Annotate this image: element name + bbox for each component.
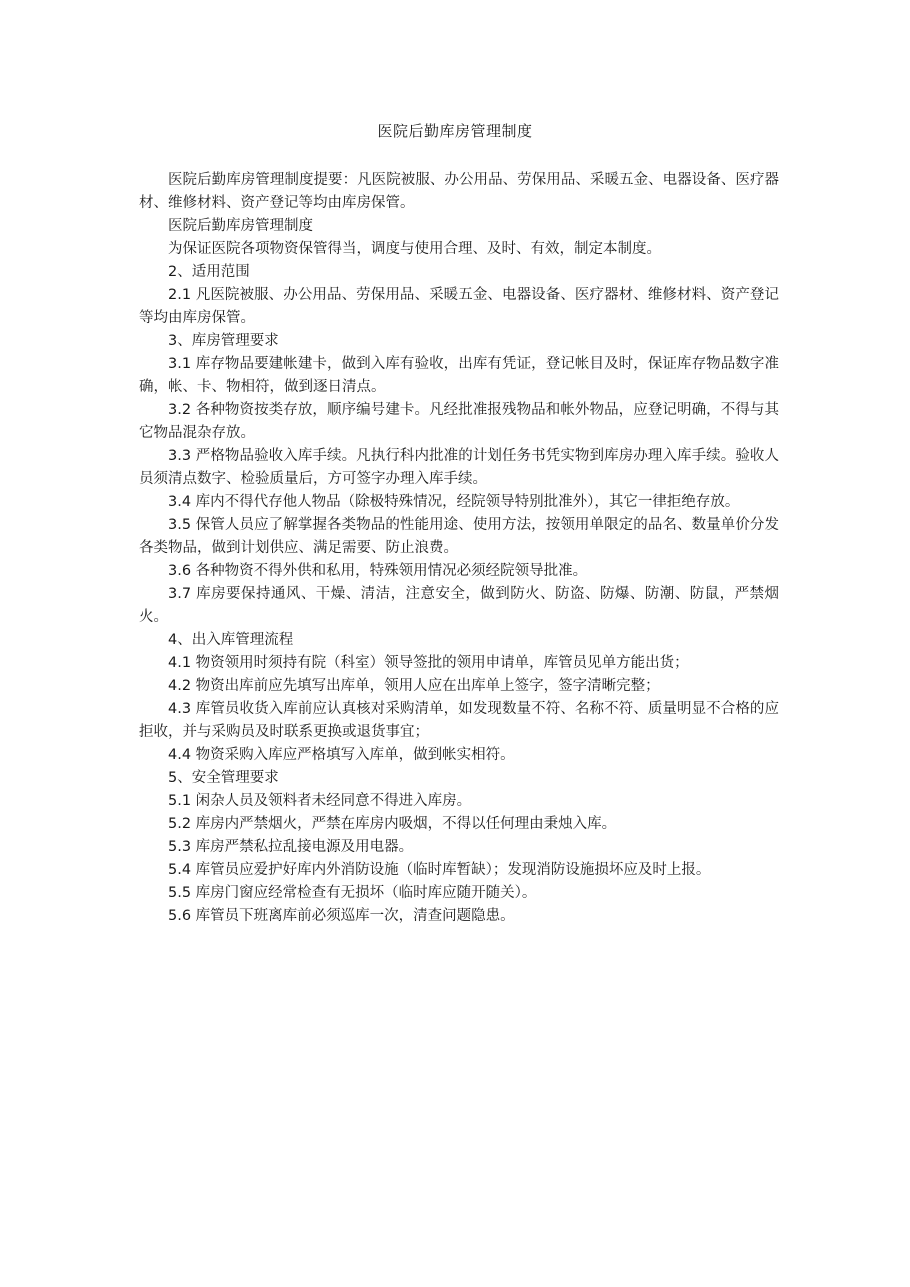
- paragraph-3-2: 3.2 各种物资按类存放，顺序编号建卡。凡经批准报残物品和帐外物品，应登记明确，不得与其它物品混杂存放。: [139, 402, 779, 441]
- paragraph-4-1: 4.1 物资领用时须持有院（科室）领导签批的领用申请单，库管员见单方能出货；: [168, 655, 689, 671]
- document-title: 医院后勤库房管理制度: [377, 122, 533, 140]
- paragraph-3-5: 3.5 保管人员应了解掌握各类物品的性能用途、使用方法，按领用单限定的品名、数量单价分发各类物品，做到计划供应、满足需要、防止浪费。: [139, 517, 779, 556]
- paragraph-3-1: 3.1 库存物品要建帐建卡，做到入库有验收，出库有凭证，登记帐目及时，保证库存物品数字准确，帐、卡、物相符，做到逐日清点。: [139, 356, 779, 395]
- section-heading-3: 3、库房管理要求: [168, 333, 279, 349]
- paragraph-2-1: 2.1 凡医院被服、办公用品、劳保用品、采暖五金、电器设备、医疗器材、维修材料、资产登记等均由库房保管。: [139, 287, 779, 326]
- paragraph-5-6: 5.6 库管员下班离库前必须巡库一次，清查问题隐患。: [168, 908, 515, 924]
- section-heading-2: 2、适用范围: [168, 264, 250, 280]
- paragraph-5-1: 5.1 闲杂人员及领料者未经同意不得进入库房。: [168, 793, 472, 809]
- paragraph-5-2: 5.2 库房内严禁烟火，严禁在库房内吸烟，不得以任何理由秉烛入库。: [168, 816, 617, 832]
- paragraph-4-2: 4.2 物资出库前应先填写出库单，领用人应在出库单上签字，签字清晰完整；: [168, 678, 660, 694]
- paragraph-3-7: 3.7 库房要保持通风、干燥、清洁，注意安全，做到防火、防盗、防爆、防潮、防鼠，严禁烟火。: [139, 586, 779, 625]
- document-body: [139, 169, 779, 928]
- paragraph-5-4: 5.4 库管员应爱护好库内外消防设施（临时库暂缺）；发现消防设施损坏应及时上报。: [168, 862, 711, 878]
- paragraph-3-6: 3.6 各种物资不得外供和私用，特殊领用情况必须经院领导批准。: [168, 563, 588, 579]
- paragraph-3-4: 3.4 库内不得代存他人物品（除极特殊情况，经院领导特别批准外），其它一律拒绝存放。: [168, 494, 740, 510]
- paragraph-5-3: 5.3 库房严禁私拉乱接电源及用电器。: [168, 839, 414, 855]
- section-heading-4: 4、出入库管理流程: [168, 632, 294, 648]
- paragraph-purpose: 为保证医院各项物资保管得当，调度与使用合理、及时、有效，制定本制度。: [168, 241, 661, 257]
- paragraph-summary: 医院后勤库房管理制度提要：凡医院被服、办公用品、劳保用品、采暖五金、电器设备、医疗器材、维修材料、资产登记等均由库房保管。: [139, 172, 779, 211]
- paragraph-4-3: 4.3 库管员收货入库前应认真核对采购清单，如发现数量不符、名称不符、质量明显不合格的应拒收，并与采购员及时联系更换或退货事宜；: [139, 701, 779, 740]
- paragraph-4-4: 4.4 物资采购入库应严格填写入库单，做到帐实相符。: [168, 747, 515, 763]
- paragraph-subtitle: 医院后勤库房管理制度: [168, 218, 313, 234]
- paragraph-5-5: 5.5 库房门窗应经常检查有无损坏（临时库应随开随关）。: [168, 885, 537, 901]
- paragraph-3-3: 3.3 严格物品验收入库手续。凡执行科内批准的计划任务书凭实物到库房办理入库手续。验收人员须清点数字、检验质量后，方可签字办理入库手续。: [139, 448, 779, 487]
- section-heading-5: 5、安全管理要求: [168, 770, 279, 786]
